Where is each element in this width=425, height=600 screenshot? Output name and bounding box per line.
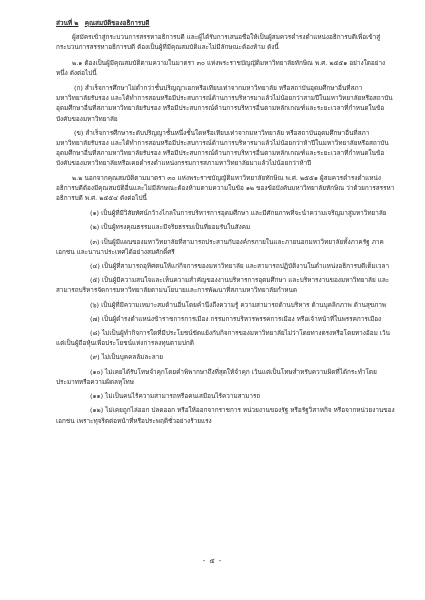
clause-2-2-item-5: (๕) เป็นผู้มีความสนใจและเห็นความสำคัญของงานบริหารการอุดมศึกษา และบริหารงานของมหาวิทยาลัย และสามารถบริหารจัดการมหาวิทยาลัยตามนโยบายและการพัฒนาที่สภามหาวิทยาลัยกำหนด	[56, 276, 390, 295]
clause-2-1-item-a: (ก) สำเร็จการศึกษาไม่ต่ำกว่าชั้นปริญญาเอกหรือเทียบเท่าจากมหาวิทยาลัย หรือสถาบันอุดมศึกษาอื่นที่สภามหาวิทยาลัยรับรอง และได้ทำการสอนหรือมีประสบการณ์ด้านการบริหารมาแล้วไม่น้อยกว่าสามปีในมหาวิทยาลัยหรือสถาบันอุดมศึกษาอื่นที่สภามหาวิทยาลัยรับรอง หรือมีประสบการณ์ด้านการบริหารอื่นตามหลักเกณฑ์และระยะเวลาที่กำหนดในข้อบังคับของมหาวิทยาลัย	[56, 84, 393, 123]
clause-2-2-item-9: (๙) ไม่เป็นบุคคลล้มละลาย	[90, 353, 163, 362]
page-number: - ๕ -	[202, 556, 223, 565]
clause-2-2-item-6: (๖) เป็นผู้ที่มีความเหมาะสมด้านอื่นโดยคำนึงถึงความรู้ ความสามารถด้านบริหาร ด้านบุคลิกภาพ ด้านสุขภาพ	[90, 300, 387, 309]
clause-2-2-item-2: (๒) เป็นผู้ทรงคุณธรรมและมีจริยธรรมเป็นที่ยอมรับในสังคม	[90, 223, 251, 232]
clause-2-2-item-11: (๑๑) ไม่เป็นคนไร้ความสามารถหรือคนเสมือนไร้ความสามารถ	[90, 392, 261, 401]
clause-2-1: ๒.๑ ต้องเป็นผู้มีคุณสมบัติตามความในมาตรา ๓๐ แห่งพระราชบัญญัติมหาวิทยาลัยทักษิณ พ.ศ. ๒๕๕๑ อย่างใดอย่างหนึ่ง ดังต่อไปนี้	[56, 58, 386, 77]
clause-2-2-item-1: (๑) เป็นผู้ที่มีวิสัยทัศน์กว้างไกลในการบริหารการอุดมศึกษา และมีศักยภาพที่จะนำความเจริญมาสู่มหาวิทยาลัย	[90, 209, 387, 218]
clause-2-2-item-8: (๘) ไม่เป็นผู้ทำกิจการใดที่มีประโยชน์ขัดแย้งกับกิจการของมหาวิทยาลัยไม่ว่าโดยทางตรงหรือโดยทางอ้อม เว้นแต่เป็นผู้ถือหุ้นเพื่อประโยชน์แห่งการลงทุนตามปกติ	[56, 329, 390, 348]
clause-2-1-item-b: (ข) สำเร็จการศึกษาระดับปริญญาชั้นหนึ่งชั้นใดหรือเทียบเท่าจากมหาวิทยาลัย หรือสถาบันอุดมศึกษาอื่นที่สภามหาวิทยาลัยรับรอง และได้ทำการสอนหรือมีประสบการณ์ด้านการบริหารมาแล้วไม่น้อยกว่าห้าปีในมหาวิทยาลัยหรือสถาบันอุดมศึกษาอื่นที่สภามหาวิทยาลัยรับรอง หรือมีประสบการณ์ด้านการบริหารอื่นตามหลักเกณฑ์และระยะเวลาที่กำหนดในข้อบังคับของมหาวิทยาลัยหรือเคยดำรงตำแหน่งกรรมการสภามหาวิทยาลัยมาแล้วไม่น้อยกว่าห้าปี	[56, 128, 389, 168]
clause-2-2-item-10: (๑๐) ไม่เคยได้รับโทษจำคุกโดยคำพิพากษาถึงที่สุดให้จำคุก เว้นแต่เป็นโทษสำหรับความผิดที่ได้กระทำโดยประมาทหรือความผิดลหุโทษ	[56, 367, 377, 386]
clause-2-2-item-3: (๓) เป็นผู้มีแผนของมหาวิทยาลัยที่สามารถประสานกับองค์กรภายในและภายนอกมหาวิทยาลัยทั้งภาครัฐ ภาคเอกชน และนานาประเทศได้อย่างสมศักดิ์ศรี	[56, 237, 384, 256]
clause-2-2-item-4: (๔) เป็นผู้ที่สามารถอุทิศตนให้แก่กิจการของมหาวิทยาลัย และสามารถปฏิบัติงานในตำแหน่งอธิการบดีเต็มเวลา	[90, 262, 390, 271]
clause-2-2: ๒.๒ นอกจากคุณสมบัติตามมาตรา ๓๐ แห่งพระราชบัญญัติมหาวิทยาลัยทักษิณ พ.ศ. ๒๕๕๑ ผู้สมควรดำรงตำแหน่งอธิการบดีต้องมีคุณสมบัติอื่นและไม่มีลักษณะต้องห้ามตามความในข้อ ๑๒ ของข้อบังคับมหาวิทยาลัยทักษิณ ว่าด้วยการสรรหาอธิการบดี พ.ศ. ๒๕๕๔ ดังต่อไปนี้	[56, 173, 395, 203]
section-number: ส่วนที่ ๒	[56, 19, 79, 27]
section-title: คุณสมบัติของอธิการบดี	[84, 19, 150, 27]
intro-paragraph: ผู้สมัครเข้าสู่กระบวนการสรรหาอธิการบดี และผู้ได้รับการเสนอชื่อให้เป็นผู้สมควรดำรงตำแหน่งอธิการบดีเพื่อเข้าสู่กระบวนการสรรหาอธิการบดี ต้องเป็นผู้ที่มีคุณสมบัติและไม่มีลักษณะต้องห้าม ดังนี้	[56, 33, 381, 52]
section-heading	[56, 18, 395, 28]
clause-2-2-item-7: (๗) เป็นผู้ดำรงตำแหน่งข้าราชการการเมือง กรรมการบริหารพรรคการเมือง หรือเจ้าหน้าที่ในพรรคการเมือง	[90, 314, 382, 323]
clause-2-2-item-12: (๑๒) ไม่เคยถูกไล่ออก ปลดออก หรือให้ออกจากราชการ หน่วยงานของรัฐ หรือรัฐวิสาหกิจ หรือจากหน่วยงานของเอกชน เพราะทุจริตต่อหน้าที่หรือประพฤติชั่วอย่างร้ายแรง	[56, 406, 395, 425]
